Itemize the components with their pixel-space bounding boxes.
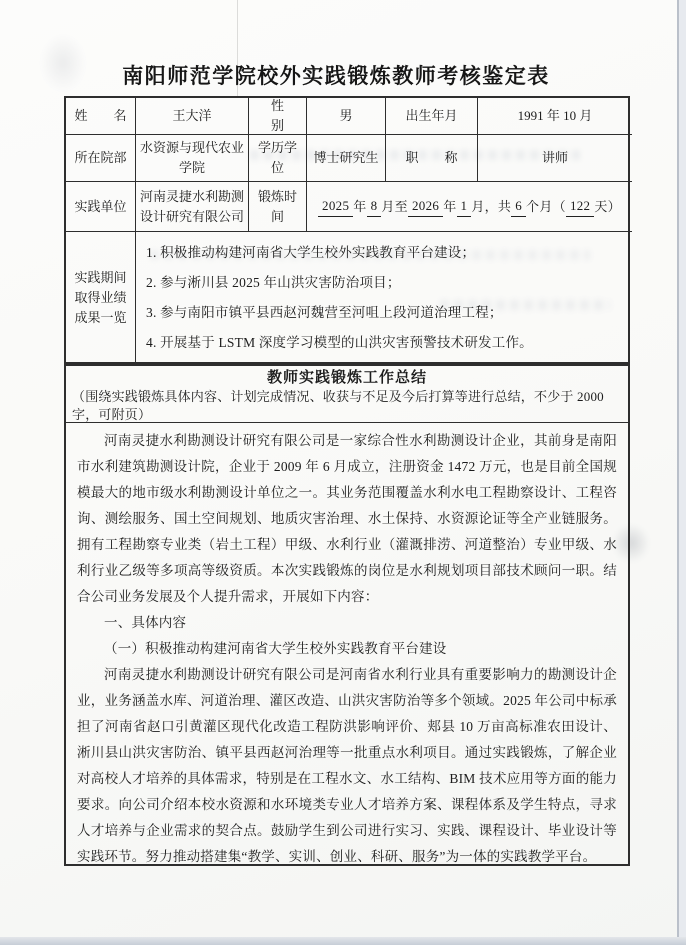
info-table xyxy=(64,96,630,366)
department-label: 所在院部 xyxy=(66,135,136,182)
title-label: 职 称 xyxy=(386,135,478,182)
duration-text: 月，共 xyxy=(471,198,512,214)
practice-unit-label: 实践单位 xyxy=(66,182,136,232)
duration-value xyxy=(307,182,632,232)
degree-label: 学历学位 xyxy=(249,135,307,182)
filled-blank: 2026 xyxy=(408,196,443,217)
filled-blank: 1 xyxy=(457,196,472,217)
department-value: 水资源与现代农业学院 xyxy=(136,135,249,182)
summary-heading: 教师实践锻炼工作总结 xyxy=(266,370,427,386)
summary-section xyxy=(64,362,630,866)
results-list: 1. 积极推动构建河南省大学生校外实践教育平台建设； 2. 参与淅川县 2025 年山洪灾害防治项目； 3. 参与南阳市镇平县西赵河魏营至河咀上段河道治理工程； 4. 开展基于 LSTM 深度学习模型的山洪灾害预警技术研发工作。 xyxy=(146,245,533,350)
results-label: 实践期间取得业绩成果一览 xyxy=(66,232,136,364)
duration-label: 锻炼时间 xyxy=(249,182,307,232)
name-label: 姓 名 xyxy=(66,98,136,135)
summary-header xyxy=(66,364,628,423)
filled-blank: 8 xyxy=(367,196,382,217)
paper-edge-bottom xyxy=(0,937,686,945)
gender-value: 男 xyxy=(307,98,386,135)
name-value: 王大洋 xyxy=(136,98,249,135)
filled-blank: 2025 xyxy=(318,196,353,217)
title-value: 讲师 xyxy=(478,135,632,182)
duration-text: 天） xyxy=(594,198,621,214)
duration-text: 年 xyxy=(353,198,367,214)
summary-note: （围绕实践锻炼具体内容、计划完成情况、收获与不足及今后打算等进行总结，不少于 2000 字，可附页） xyxy=(72,389,604,422)
duration-text: 年 xyxy=(443,198,457,214)
duration-text: 月至 xyxy=(381,198,408,214)
birth-value: 1991 年 10 月 xyxy=(478,98,632,135)
page-title: 南阳师范学院校外实践锻炼教师考核鉴定表 xyxy=(122,64,550,88)
degree-value: 博士研究生 xyxy=(307,135,386,182)
paper-edge-right xyxy=(677,0,686,945)
filled-blank: 122 xyxy=(566,196,594,217)
duration-text: 个月（ xyxy=(526,198,566,214)
practice-unit-value: 河南灵捷水利勘测设计研究有限公司 xyxy=(136,182,249,232)
filled-blank: 6 xyxy=(511,196,526,217)
birth-label: 出生年月 xyxy=(386,98,478,135)
gender-label: 性 别 xyxy=(249,98,307,135)
summary-body: 河南灵捷水利勘测设计研究有限公司是一家综合性水利勘测设计企业，其前身是南阳市水利建筑勘测设计院，企业于 2009 年 6 月成立，注册资金 1472 万元，也是目前全国规模最大的地市级水利勘测设计单位之一。其业务范围覆盖水利水电工程勘察设计、工程咨询、测绘服务、国土空间规划、地质灾害治理、水土保持、水资源论证等全产业链服务。拥有工程勘察专业类（岩土工程）甲级、水利行业（灌溉排涝、河道整治）专业甲级、水利行业乙级等多项高等级资质。本次实践锻炼的岗位是水利规划项目部技术顾问一职。结合公司业务发展及个人提升需求，开展如下内容： 一、具体内容 （一）积极推动构建河南省大学生校外实践教育平台建设 河南灵捷水利勘测设计研究有限公司是河南省水利行业具有重要影响力的勘测设计企业，业务涵盖水库、河道治理、灌区改造、山洪灾害防治等多个领域。2025 年公司中标承担了河南省赵口引黄灌区现代化改造工程防洪影响评价、郏县 10 万亩高标准农田设计、淅川县山洪灾害防治、镇平县西赵河治理等一批重点水利项目。通过实践锻炼，了解企业对高校人才培养的具体需求，特别是在工程水文、水工结构、BIM 技术应用等方面的能力要求。向公司介绍本校水资源和水环境类专业人才培养方案、课程体系及学生特点，寻求人才培养与企业需求的契合点。鼓励学生到公司进行实习、实践、课程设计、毕业设计等实践环节。努力推动搭建集“教学、实训、创业、科研、服务”为一体的实践教学平台。 xyxy=(77,433,617,864)
